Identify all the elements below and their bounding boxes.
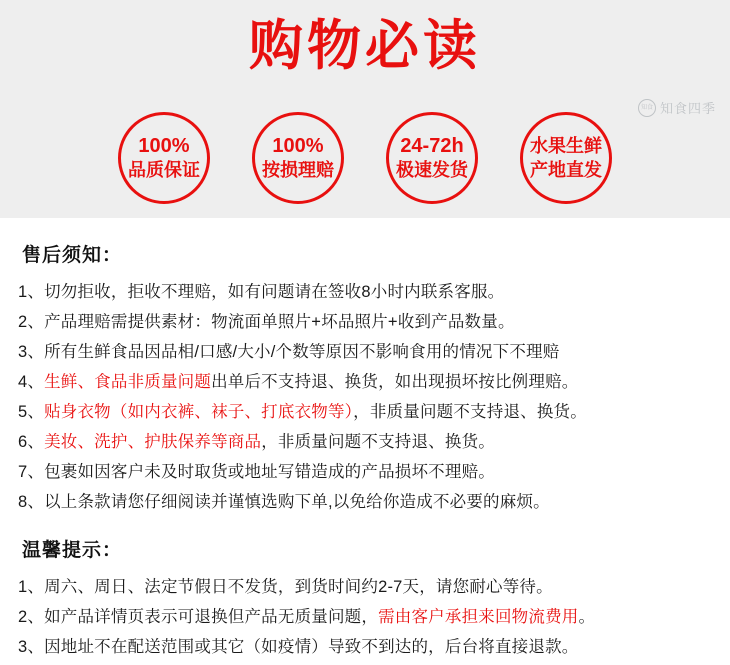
header-band (0, 0, 730, 218)
badge-fresh-direct (520, 112, 612, 204)
list-item (18, 427, 712, 457)
tips-title: 温馨提示： (22, 540, 123, 561)
item-index: 5、 (18, 403, 45, 421)
item-text: 因地址不在配送范围或其它（如疫情）导致不到达的，后台将直接退款。 (44, 638, 579, 656)
item-index: 7、 (18, 463, 45, 481)
item-text: 以上条款请您仔细阅读并谨慎选购下单,以免给你造成不必要的麻烦。 (44, 493, 550, 511)
after-sales-list (18, 277, 712, 517)
item-text: 如产品详情页表示可退换但产品无质量问题， (44, 608, 379, 626)
list-item (18, 457, 712, 487)
body-content (0, 218, 730, 662)
list-item (18, 337, 712, 367)
badge-line1: 100% (272, 135, 324, 157)
item-index: 2、 (18, 313, 45, 331)
list-item (18, 367, 712, 397)
item-text: 包裹如因客户未及时取货或地址写错造成的产品损坏不理赔。 (44, 463, 495, 481)
item-index: 3、 (18, 638, 45, 656)
item-index: 3、 (18, 343, 45, 361)
badge-line2: 按损理赔 (262, 160, 334, 180)
item-text: 切勿拒收，拒收不理赔，如有问题请在签收8小时内联系客服。 (44, 283, 505, 301)
item-index: 1、 (18, 578, 45, 596)
item-text-highlight: 需由客户承担来回物流费用 (378, 608, 579, 626)
item-index: 1、 (18, 283, 45, 301)
item-index: 4、 (18, 373, 45, 391)
section-divider (18, 517, 712, 531)
list-item (18, 277, 712, 307)
list-item (18, 572, 712, 602)
item-text: 周六、周日、法定节假日不发货，到货时间约2-7天，请您耐心等待。 (44, 578, 553, 596)
list-item (18, 307, 712, 337)
badge-fast-shipping (386, 112, 478, 204)
badge-line1: 水果生鲜 (530, 136, 602, 156)
item-text: 所有生鲜食品因品相/口感/大小/个数等原因不影响食用的情况下不理赔 (44, 343, 560, 361)
item-text-highlight: 美妆、洗护、护肤保养等商品 (44, 433, 262, 451)
watermark-text: 知食四季 (659, 101, 716, 116)
badge-line1: 24-72h (400, 135, 464, 157)
badge-quality-guarantee (118, 112, 210, 204)
after-sales-title: 售后须知： (22, 245, 123, 266)
item-index: 8、 (18, 493, 45, 511)
badge-damage-compensation (252, 112, 344, 204)
item-text-highlight: 贴身衣物（如内衣裤、袜子、打底衣物等） (44, 403, 354, 421)
watermark-logo-icon: 知食 (638, 99, 656, 117)
item-text: ，非质量问题不支持退、换货。 (353, 403, 587, 421)
badge-line2: 极速发货 (396, 160, 468, 180)
list-item (18, 632, 712, 662)
item-index: 2、 (18, 608, 45, 626)
list-item (18, 602, 712, 632)
badge-row (0, 112, 730, 204)
item-text-highlight: 生鲜、食品非质量问题 (44, 373, 212, 391)
badge-line2: 产地直发 (530, 160, 602, 180)
item-text: 产品理赔需提供素材：物流面单照片+坏品照片+收到产品数量。 (44, 313, 515, 331)
page-title: 购物必读 (249, 16, 481, 76)
tips-list (18, 572, 712, 662)
item-text-tail: 。 (578, 608, 596, 626)
item-text: ，非质量问题不支持退、换货。 (261, 433, 495, 451)
badge-line1: 100% (138, 135, 190, 157)
item-text: 出单后不支持退、换货，如出现损坏按比例理赔。 (211, 373, 579, 391)
list-item (18, 487, 712, 517)
list-item (18, 397, 712, 427)
badge-line2: 品质保证 (128, 160, 200, 180)
item-index: 6、 (18, 433, 45, 451)
